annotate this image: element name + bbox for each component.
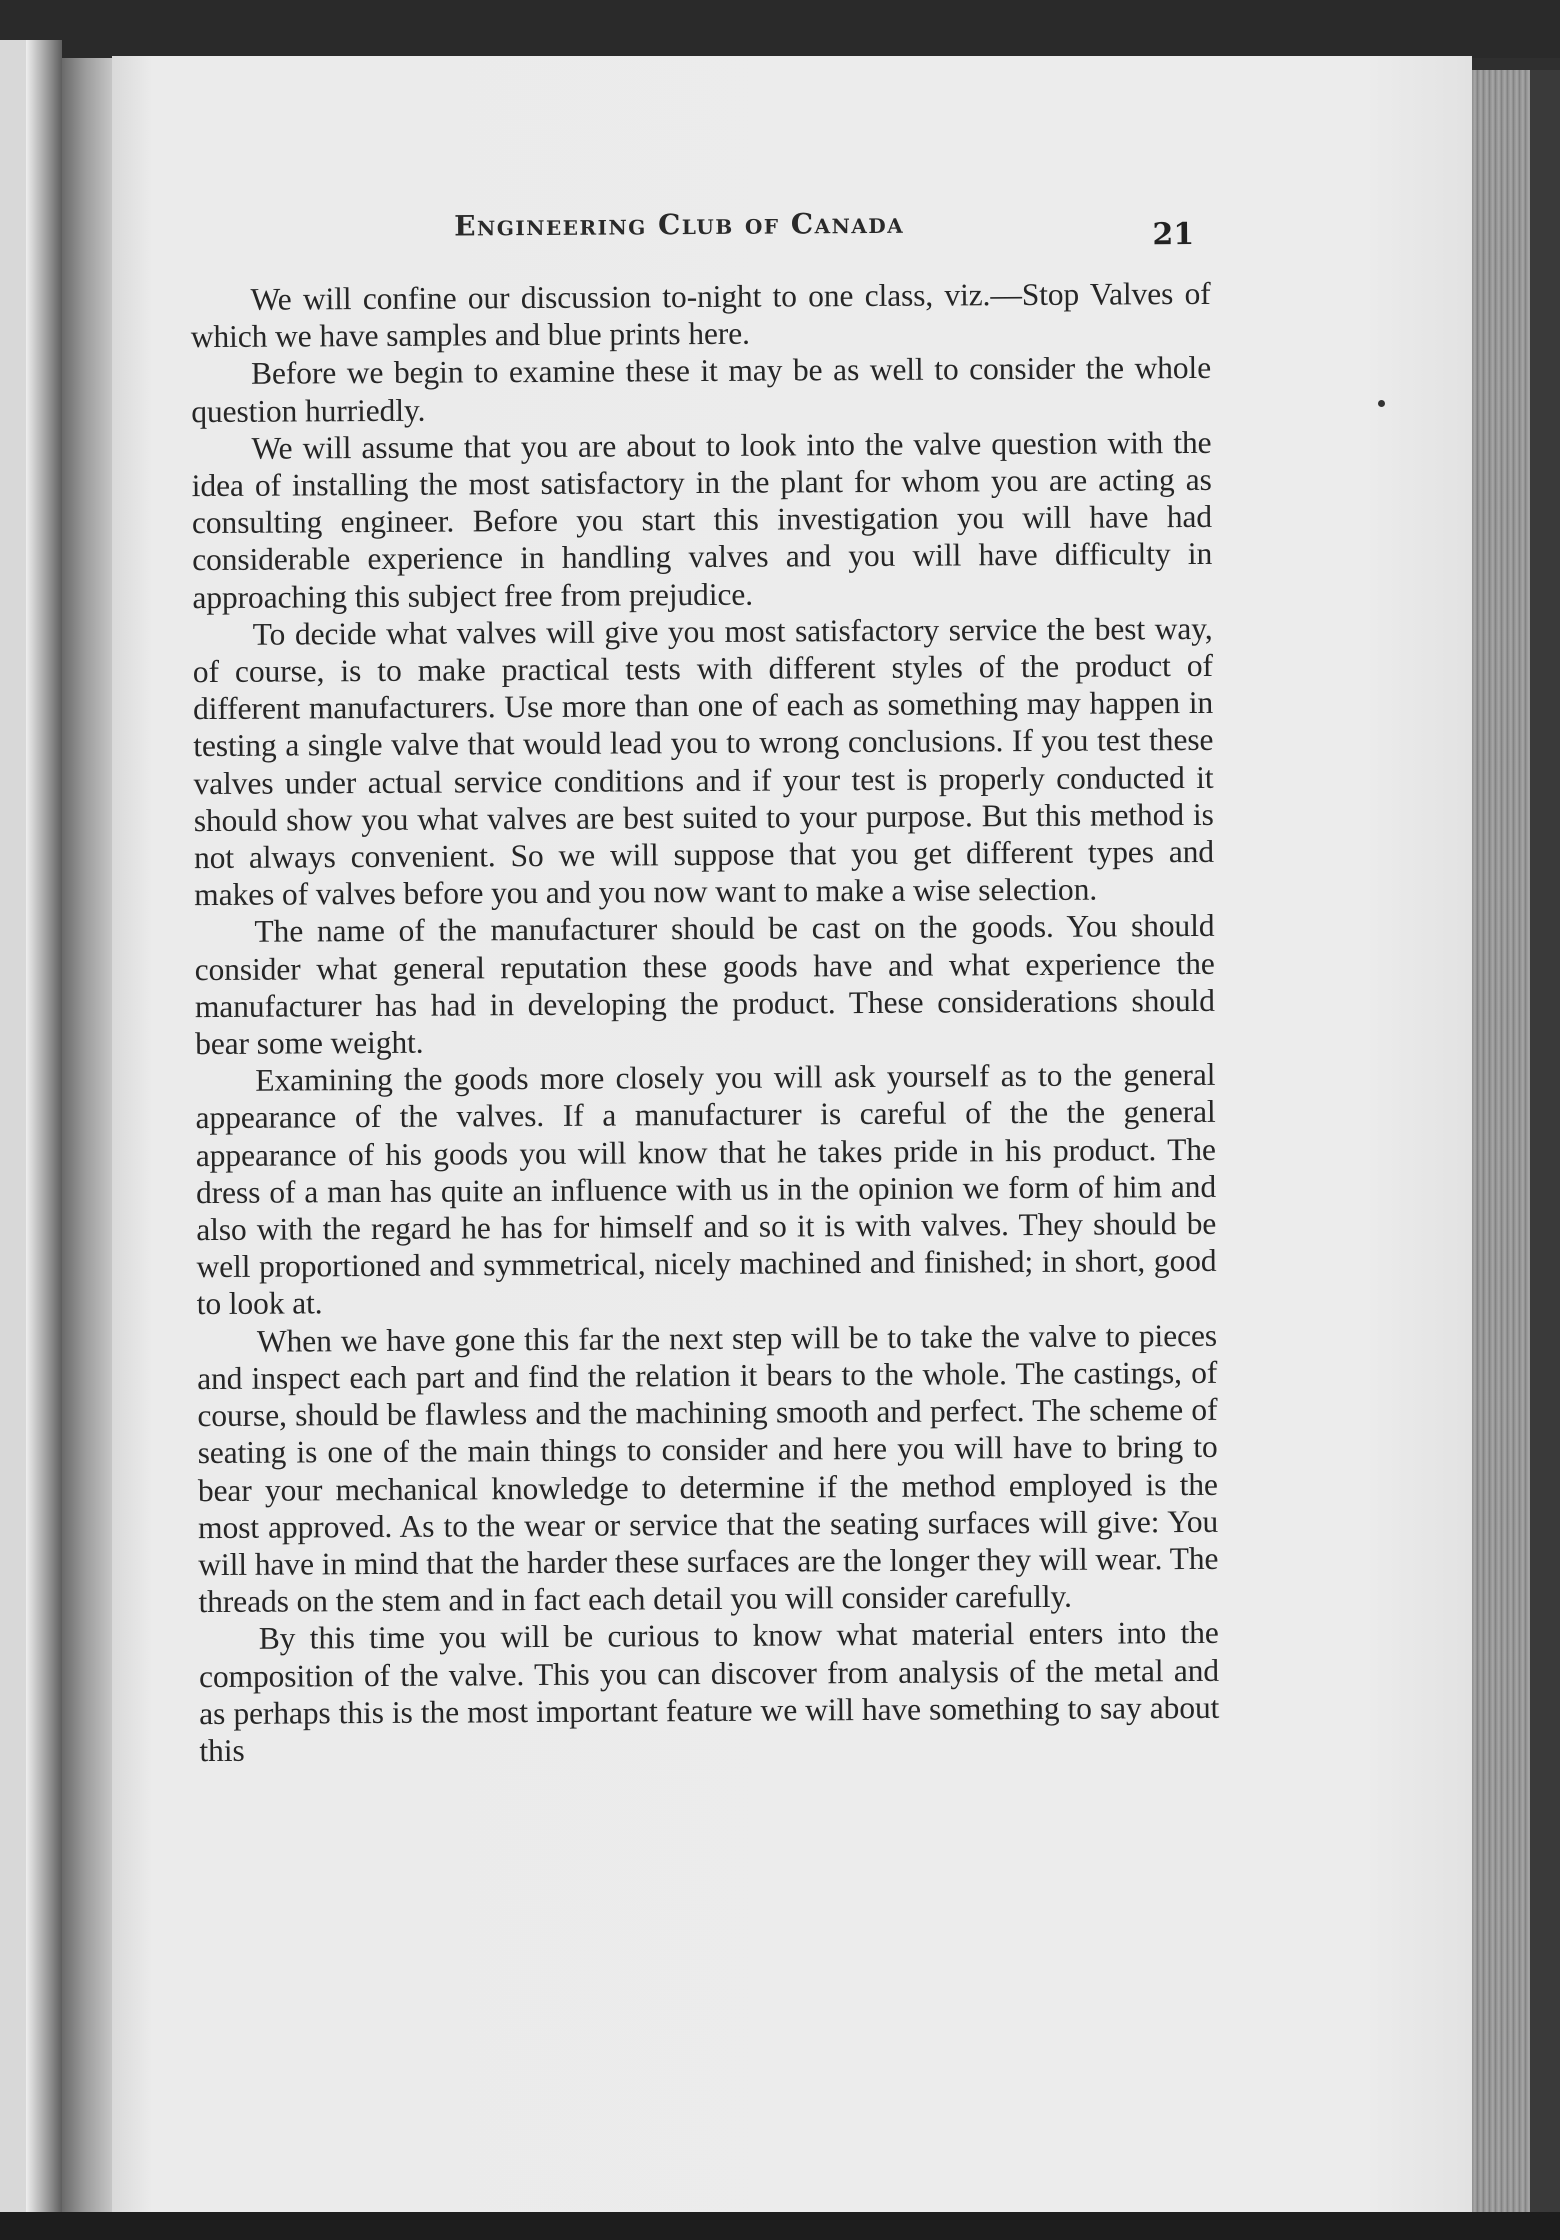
running-head xyxy=(190,197,1210,263)
paragraph: We will confine our discussion to-night to one class, viz.—Stop Valves of which we have samples and blue prints here. xyxy=(190,275,1211,355)
paragraph: By this time you will be curious to know what material enters into the composition of the valve. This you can discover from analysis of the metal and as perhaps this is the most important feature we will have something to say about this xyxy=(198,1615,1220,1769)
scan-background-bottom xyxy=(0,2212,1560,2240)
ink-speck xyxy=(1378,400,1385,407)
paragraph: Examining the goods more closely you will ask yourself as to the general appearance of the valves. If a manufacturer is careful of the the general appearance of his goods you will know that he takes pride in his product. The dress of a man has quite an influence with us in the opinion we form of him and also with the regard he has for himself and so it is with valves. They should be well proportioned and symmetrical, nicely machined and finished; in short, good to look at. xyxy=(195,1057,1217,1322)
page-number: 21 xyxy=(1152,216,1195,253)
paragraph: When we have gone this far the next step will be to take the valve to pieces and inspect each part and find the relation it bears to the whole. The castings, of course, should be flawless and the machining smooth and perfect. The scheme of seating is one of the main things to consider and here you will have to bring to bear your mechanical knowledge to determine if the method employed is the most approved. As to the wear or service that the seating surfaces will give: You will have in mind that the harder these surfaces are the longer they will wear. The threads on the stem and in fact each detail you will consider carefully. xyxy=(197,1317,1219,1620)
scan-background-top xyxy=(0,0,1560,58)
body-text xyxy=(190,275,1219,1769)
page-stack-shadow xyxy=(1530,70,1560,2215)
facing-page-shadow xyxy=(26,40,62,2215)
paragraph: We will assume that you are about to look into the valve question with the idea of installing the most satisfactory in the plant for whom you are acting as consulting engineer. Before you start this investigation you will have had considerable experience in handling valves and you will have difficulty in approaching this subject free from prejudice. xyxy=(191,424,1213,615)
page-content xyxy=(190,197,1222,2133)
paragraph: The name of the manufacturer should be cast on the goods. You should consider what general reputation these goods have and what experience the manufacturer has had in developing the product. These considerations should bear some weight. xyxy=(194,908,1216,1062)
paragraph: To decide what valves will give you most satisfactory service the best way, of course, is to make practical tests with different styles of the product of different manufacturers. Use more than one of each as something may happen in testing a single valve that would lead you to wrong conclusions. If you test these valves under actual service conditions and if your test is properly conducted it should show you what valves are best suited to your purpose. But this method is not always convenient. So we will suppose that you get different types and makes of valves before you and you now want to make a wise selection. xyxy=(192,610,1215,913)
running-head-title: Engineering Club of Canada xyxy=(454,206,905,243)
paragraph: Before we begin to examine these it may be as well to consider the whole question hurriedly. xyxy=(191,350,1212,429)
book-gutter xyxy=(62,58,114,2215)
